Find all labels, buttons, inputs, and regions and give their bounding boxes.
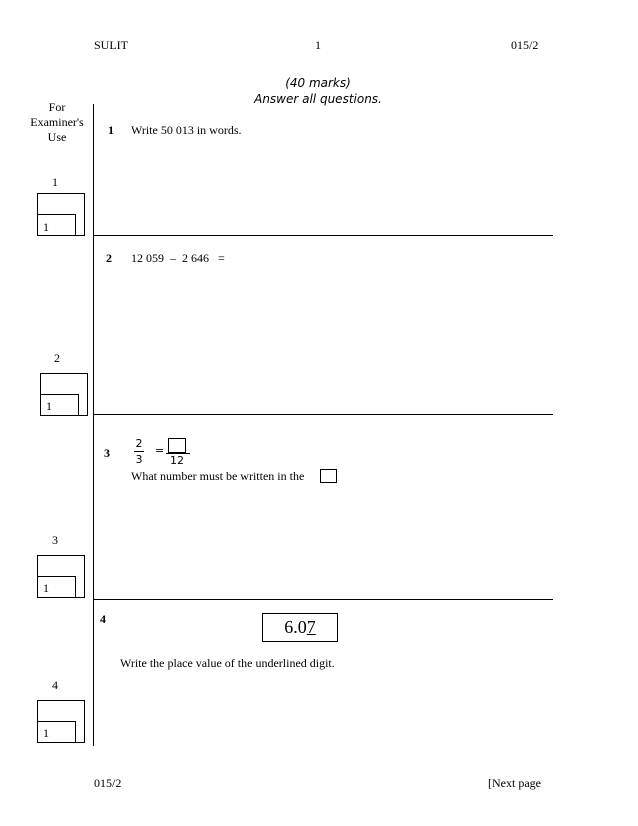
question-3-inline-box <box>320 469 337 483</box>
question-3-text: What number must be written in the <box>131 469 305 483</box>
mark-label-3: 3 <box>52 533 58 547</box>
header-page-number: 1 <box>315 38 321 52</box>
mark-value-2: 1 <box>46 399 52 413</box>
question-1-number: 1 <box>108 123 114 137</box>
separator-3 <box>93 599 553 600</box>
fraction-denominator: 3 <box>135 453 143 466</box>
mark-value-3: 1 <box>43 581 49 595</box>
separator-1 <box>93 235 553 236</box>
examiner-label-line3: Use <box>47 130 67 144</box>
next-page-label: [Next page <box>488 776 541 790</box>
footer-left: 015/2 <box>94 776 122 790</box>
examiner-label-line1: For <box>48 100 66 114</box>
examiner-label-line2: Examiner's <box>30 115 84 129</box>
question-4-number-box <box>262 613 338 642</box>
question-3-number: 3 <box>104 446 110 460</box>
mark-value-4: 1 <box>43 726 49 740</box>
question-3-fraction <box>134 437 144 466</box>
margin-rule <box>93 104 94 746</box>
question-3-box-denominator: 12 <box>170 454 184 467</box>
header-left: SULIT <box>94 38 128 52</box>
header-right: 015/2 <box>511 38 539 52</box>
question-4-text: Write the place value of the underlined digit. <box>120 656 335 670</box>
fraction-numerator: 2 <box>135 437 143 450</box>
mark-label-2: 2 <box>54 351 60 365</box>
question-2-text: 12 059 – 2 646 = <box>131 251 225 265</box>
mark-label-1: 1 <box>52 175 58 189</box>
mark-label-4: 4 <box>52 678 58 692</box>
question-4-value: 6.0 <box>284 617 307 637</box>
question-3-answer-box[interactable] <box>168 438 186 453</box>
separator-2 <box>93 414 553 415</box>
underlined-digit: 7 <box>306 617 316 637</box>
question-1-text: Write 50 013 in words. <box>131 123 242 137</box>
mark-value-1: 1 <box>43 220 49 234</box>
instruction: Answer all questions. <box>254 92 382 106</box>
question-4-number: 4 <box>100 612 106 626</box>
question-2-number: 2 <box>106 251 112 265</box>
fraction-bar <box>134 451 144 452</box>
marks-total: (40 marks) <box>285 76 351 90</box>
question-3-equals: = <box>155 444 165 457</box>
